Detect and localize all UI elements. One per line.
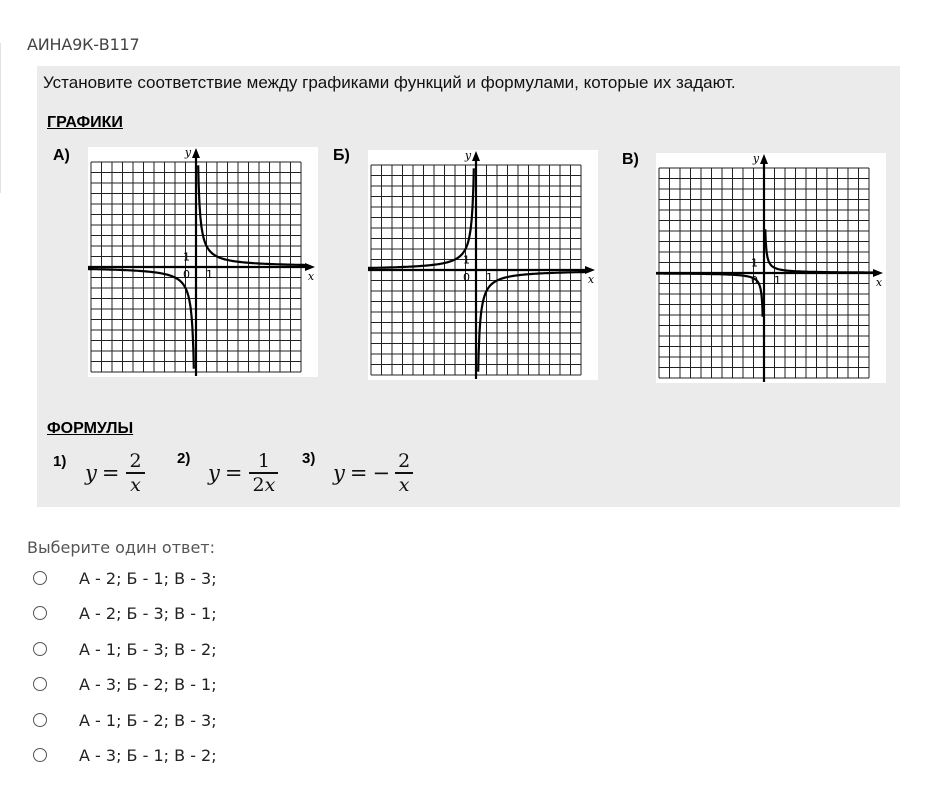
formula-1-lhs: y bbox=[85, 460, 97, 485]
formula-2-denominator bbox=[249, 474, 278, 496]
formula-2-fraction bbox=[249, 450, 278, 496]
graphs-heading: ГРАФИКИ bbox=[47, 114, 123, 131]
graph-a-y-axis-label: y bbox=[184, 147, 192, 159]
answer-option-4-label[interactable]: А - 3; Б - 2; В - 1; bbox=[79, 674, 217, 694]
graph-b-x-axis-label: x bbox=[587, 273, 595, 286]
graph-v-label: В) bbox=[622, 151, 639, 168]
answer-option-6-label[interactable]: А - 3; Б - 1; В - 2; bbox=[79, 745, 217, 765]
answer-option-3-label[interactable]: А - 1; Б - 3; В - 2; bbox=[79, 639, 217, 659]
graph-a-svg bbox=[88, 147, 318, 377]
formula-2-den-variable: x bbox=[264, 473, 276, 496]
answer-option-2-label[interactable]: А - 2; Б - 3; В - 1; bbox=[79, 603, 217, 623]
formula-3-equals: = bbox=[349, 460, 368, 485]
hyperbola-branch-2 bbox=[656, 274, 763, 317]
graph-v-origin-label: 0 bbox=[751, 274, 758, 287]
hyperbola-branch-2 bbox=[368, 168, 474, 268]
graph-b-y-axis-label: y bbox=[464, 150, 472, 162]
graph-b-label: Б) bbox=[333, 147, 350, 164]
graph-a-x-axis-label: x bbox=[307, 270, 315, 283]
formula-1-denominator bbox=[127, 474, 144, 496]
formula-1 bbox=[85, 450, 145, 496]
formula-3-lhs: y bbox=[333, 460, 345, 485]
formula-1-numerator: 2 bbox=[129, 450, 142, 472]
graph-a-tick-y-label: 1 bbox=[183, 250, 190, 264]
graph-a-label: А) bbox=[53, 147, 70, 164]
graph-v-tick-x-label: 1 bbox=[774, 274, 781, 287]
graph-a bbox=[88, 147, 318, 377]
content-left-rule bbox=[0, 43, 1, 193]
graph-a-origin-label: 0 bbox=[183, 268, 190, 281]
answer-option-5[interactable] bbox=[33, 709, 217, 731]
formula-2-equals: = bbox=[224, 460, 243, 485]
graph-v bbox=[656, 153, 886, 383]
formula-3-label: 3) bbox=[302, 450, 316, 467]
answer-option-4-radio[interactable] bbox=[33, 677, 47, 691]
formula-1-label: 1) bbox=[53, 453, 67, 470]
answer-option-3-radio[interactable] bbox=[33, 642, 47, 656]
y-axis-arrow bbox=[472, 151, 480, 161]
formula-3-sign: − bbox=[372, 460, 391, 485]
formula-2-den-coefficient: 2 bbox=[252, 473, 265, 496]
formula-2 bbox=[208, 450, 278, 496]
formula-1-equals: = bbox=[101, 460, 120, 485]
answer-option-3[interactable] bbox=[33, 638, 217, 660]
formula-3-denominator bbox=[396, 474, 413, 496]
formula-3-numerator: 2 bbox=[398, 450, 411, 472]
graph-v-tick-y-label: 1 bbox=[751, 256, 758, 270]
graph-b-origin-label: 0 bbox=[463, 271, 470, 284]
y-axis-arrow bbox=[760, 154, 768, 164]
hyperbola-branch-2 bbox=[88, 269, 194, 369]
answer-option-4[interactable] bbox=[33, 673, 217, 695]
formulas-heading: ФОРМУЛЫ bbox=[47, 420, 134, 437]
graph-b bbox=[368, 150, 598, 380]
graph-v-x-axis-label: x bbox=[875, 276, 883, 289]
graph-a-tick-x-label: 1 bbox=[206, 268, 213, 281]
graph-b-tick-x-label: 1 bbox=[486, 271, 493, 284]
formula-2-lhs: y bbox=[208, 460, 220, 485]
answer-option-6-radio[interactable] bbox=[33, 748, 47, 762]
answer-option-1-label[interactable]: А - 2; Б - 1; В - 3; bbox=[79, 568, 217, 588]
formula-1-fraction bbox=[126, 450, 144, 496]
answer-option-5-radio[interactable] bbox=[33, 713, 47, 727]
answer-option-6[interactable] bbox=[33, 744, 217, 766]
question-text: Установите соответствие между графиками функций и формулами, которые их задают. bbox=[43, 73, 736, 92]
question-id: АИНА9К-В117 bbox=[27, 35, 140, 54]
answer-option-2[interactable] bbox=[33, 602, 217, 624]
answer-option-1[interactable] bbox=[33, 567, 217, 589]
answer-option-5-label[interactable]: А - 1; Б - 2; В - 3; bbox=[79, 710, 217, 730]
answer-option-1-radio[interactable] bbox=[33, 571, 47, 585]
formula-3-fraction bbox=[395, 450, 413, 496]
graph-b-svg bbox=[368, 150, 598, 380]
y-axis-arrow bbox=[192, 148, 200, 158]
formula-3 bbox=[333, 450, 413, 496]
answer-option-2-radio[interactable] bbox=[33, 606, 47, 620]
answer-prompt: Выберите один ответ: bbox=[27, 538, 216, 557]
formula-1-den-variable: x bbox=[130, 473, 141, 496]
graph-v-svg bbox=[656, 153, 886, 383]
graph-b-tick-y-label: 1 bbox=[463, 253, 470, 267]
graph-v-y-axis-label: y bbox=[752, 153, 760, 165]
formula-2-numerator: 1 bbox=[257, 450, 270, 472]
hyperbola-branch-1 bbox=[765, 229, 874, 272]
formula-3-den-variable: x bbox=[398, 473, 410, 496]
formula-2-label: 2) bbox=[177, 450, 191, 467]
